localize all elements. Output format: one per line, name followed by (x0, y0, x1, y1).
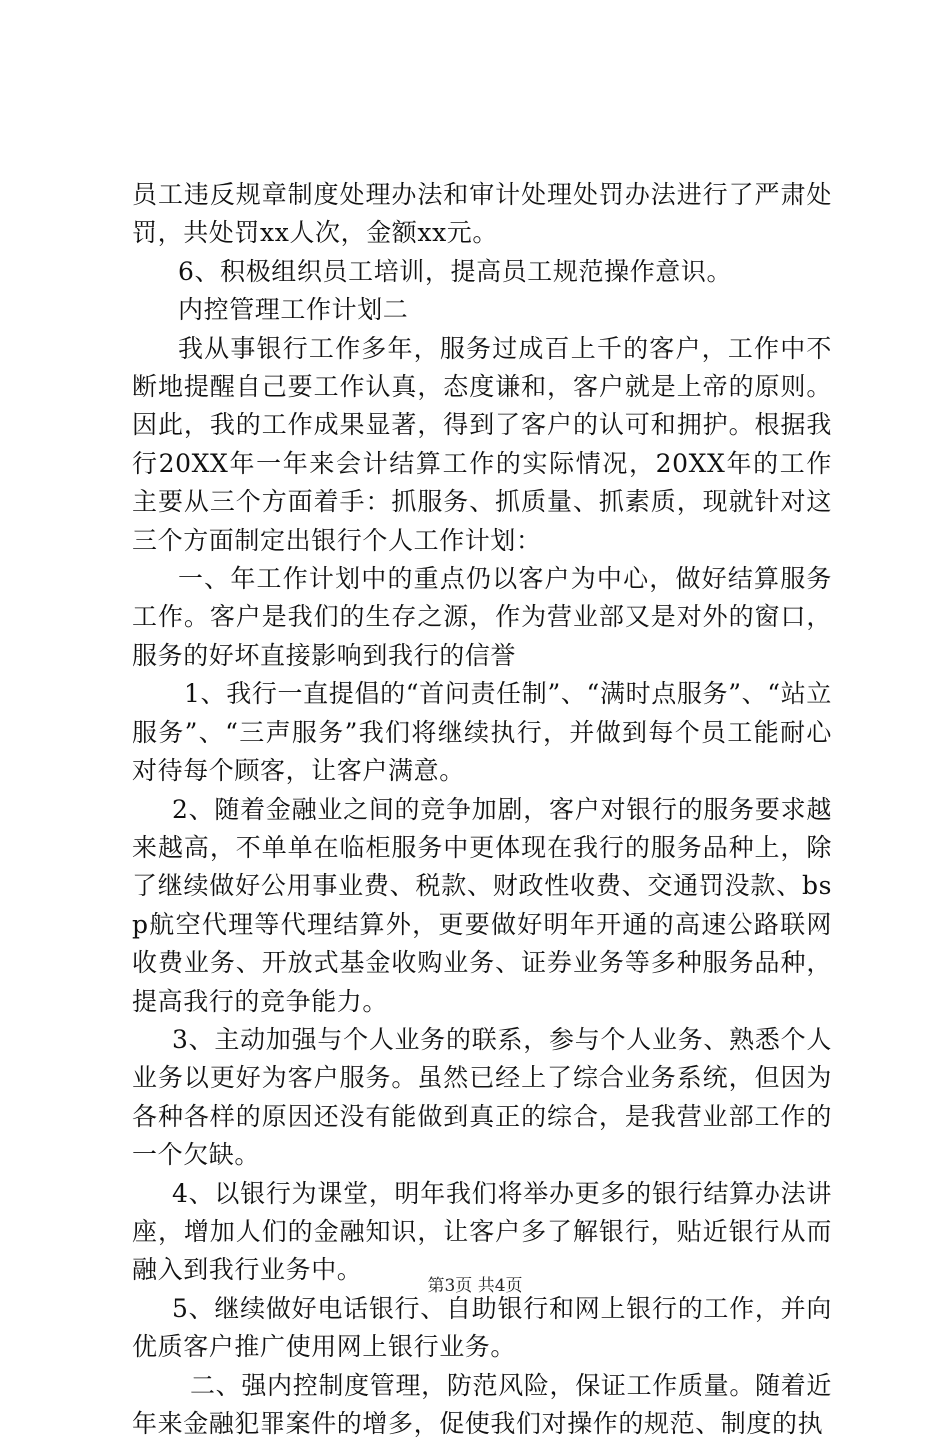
paragraph-continuation: 员工违反规章制度处理办法和审计处理处罚办法进行了严肃处罚，共处罚xx人次，金额xx元。 (132, 180, 832, 248)
document-body (132, 176, 832, 1443)
section-heading: 内控管理工作计划二 (178, 295, 409, 325)
paragraph-item-5: 5、继续做好电话银行、自助银行和网上银行的工作，并向优质客户推广使用网上银行业务。 (132, 1293, 832, 1362)
paragraph-item-1: 1、我行一直提倡的“首问责任制”、“满时点服务”、“站立服务”、“三声服务”我们将继续执行，并做到每个员工能耐心对待每个顾客，让客户满意。 (132, 679, 832, 786)
paragraph-intro: 我从事银行工作多年，服务过成百上千的客户，工作中不断地提醒自己要工作认真，态度谦和，客户就是上帝的原则。因此，我的工作成果显著，得到了客户的认可和拥护。根据我行20XX年一年来会计结算工作的实际情况，20XX年的工作主要从三个方面着手：抓服务、抓质量、抓素质，现就针对这三个方面制定出银行个人工作计划： (132, 333, 832, 555)
paragraph-section-one: 一、年工作计划中的重点仍以客户为中心，做好结算服务工作。客户是我们的生存之源，作为营业部又是对外的窗口，服务的好坏直接影响到我行的信誉 (132, 564, 832, 670)
page-footer: 第3页 共4页 (427, 1276, 523, 1296)
paragraph-item-6: 6、积极组织员工培训，提高员工规范操作意识。 (178, 256, 733, 286)
paragraph-item-2: 2、随着金融业之间的竞争加剧，客户对银行的服务要求越来越高，不单单在临柜服务中更体现在我行的服务品种上，除了继续做好公用事业费、税款、财政性收费、交通罚没款、bsp航空代理等代理结算外，更要做好明年开通的高速公路联网收费业务、开放式基金收购业务、证券业务等多种服务品种，提高我行的竞争能力。 (132, 794, 832, 1016)
paragraph-section-two: 二、强内控制度管理，防范风险，保证工作质量。随着近年来金融犯罪案件的增多，促使我们对操作的规范、制度的执 (132, 1370, 832, 1438)
paragraph-item-3: 3、主动加强与个人业务的联系，参与个人业务、熟悉个人业务以更好为客户服务。虽然已经上了综合业务系统，但因为各种各样的原因还没有能做到真正的综合，是我营业部工作的一个欠缺。 (132, 1024, 832, 1170)
paragraph-item-4: 4、以银行为课堂，明年我们将举办更多的银行结算办法讲座，增加人们的金融知识，让客户多了解银行，贴近银行从而融入到我行业务中。 (132, 1178, 832, 1285)
